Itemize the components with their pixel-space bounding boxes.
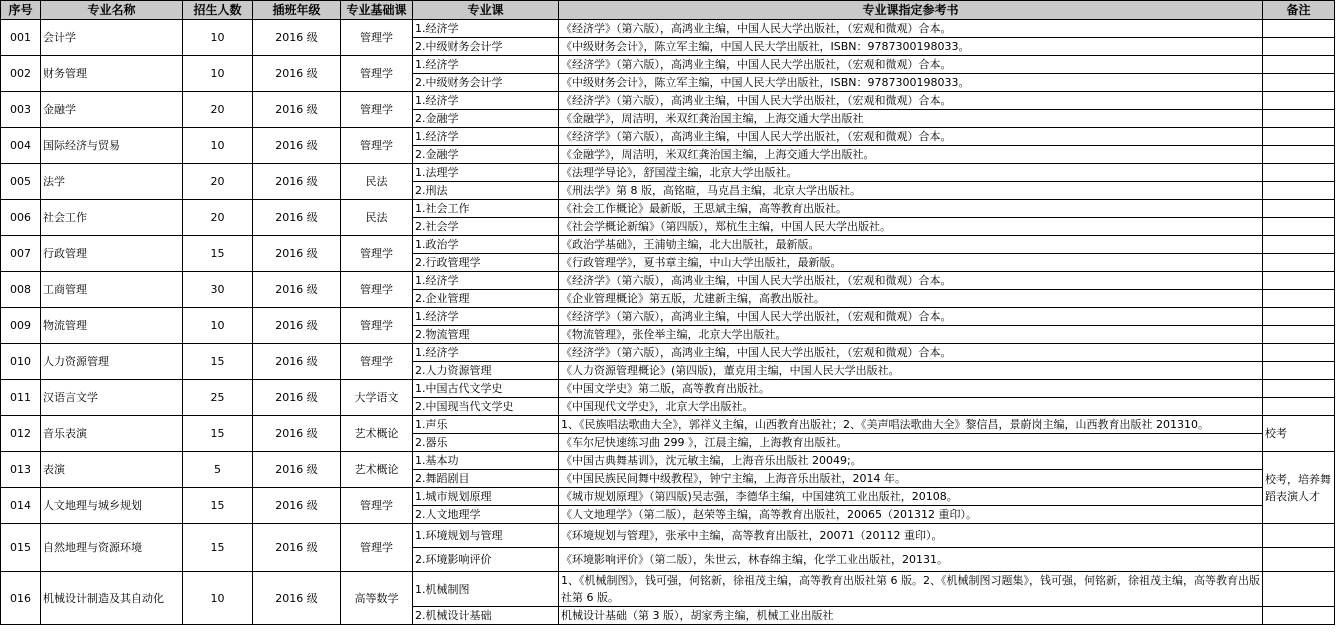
base-course: 管理学 xyxy=(341,524,413,572)
remark-empty xyxy=(1263,182,1335,200)
enroll-count: 30 xyxy=(183,272,253,308)
base-course: 大学语文 xyxy=(341,380,413,416)
reference-book: 《环境规划与管理》，张承中主编，高等教育出版社，20071（20112 重印）。 xyxy=(559,524,1263,548)
enroll-count: 10 xyxy=(183,128,253,164)
header-count: 招生人数 xyxy=(183,1,253,20)
base-course: 民法 xyxy=(341,164,413,200)
header-no: 序号 xyxy=(1,1,41,20)
enroll-count: 5 xyxy=(183,452,253,488)
major-no: 003 xyxy=(1,92,41,128)
table-body xyxy=(1,20,1335,625)
course: 2.机械设计基础 xyxy=(413,607,559,625)
reference-book: 《经济学》（第六版），高鸿业主编，中国人民大学出版社，（宏观和微观）合本。 xyxy=(559,56,1263,74)
major-name: 金融学 xyxy=(41,92,183,128)
reference-book: 1、《机械制图》，钱可强，何铭新，徐祖茂主编，高等教育出版社第 6 版。2、《机械制图习题集》，钱可强，何铭新，徐祖茂主编，高等教育出版社第 6 版。 xyxy=(559,572,1263,607)
major-name: 人文地理与城乡规划 xyxy=(41,488,183,524)
major-no: 006 xyxy=(1,200,41,236)
header-reference-book: 专业课指定参考书 xyxy=(559,1,1263,20)
grade: 2016 级 xyxy=(253,128,341,164)
major-no: 012 xyxy=(1,416,41,452)
major-no: 010 xyxy=(1,344,41,380)
major-name: 法学 xyxy=(41,164,183,200)
grade: 2016 级 xyxy=(253,164,341,200)
table-row xyxy=(1,236,1335,254)
enroll-count: 25 xyxy=(183,380,253,416)
reference-book: 《经济学》（第六版），高鸿业主编，中国人民大学出版社，（宏观和微观）合本。 xyxy=(559,20,1263,38)
course: 2.舞蹈剧目 xyxy=(413,470,559,488)
remark-empty xyxy=(1263,380,1335,398)
grade: 2016 级 xyxy=(253,20,341,56)
course: 2.金融学 xyxy=(413,146,559,164)
major-no: 005 xyxy=(1,164,41,200)
reference-book: 《环境影响评价》（第二版），朱世云，林春绵主编，化学工业出版社，20131。 xyxy=(559,548,1263,572)
course: 1.城市规划原理 xyxy=(413,488,559,506)
base-course: 管理学 xyxy=(341,20,413,56)
grade: 2016 级 xyxy=(253,524,341,572)
major-no: 013 xyxy=(1,452,41,488)
base-course: 管理学 xyxy=(341,56,413,92)
table-row xyxy=(1,20,1335,38)
major-name: 音乐表演 xyxy=(41,416,183,452)
reference-book: 《行政管理学》，夏书章主编，中山大学出版社，最新版。 xyxy=(559,254,1263,272)
remark-empty xyxy=(1263,128,1335,146)
remark-empty xyxy=(1263,344,1335,362)
header-course: 专业课 xyxy=(413,1,559,20)
grade: 2016 级 xyxy=(253,416,341,452)
course: 2.社会学 xyxy=(413,218,559,236)
reference-book: 《物流管理》，张佺举主编，北京大学出版社。 xyxy=(559,326,1263,344)
remark-empty xyxy=(1263,236,1335,254)
remark-empty xyxy=(1263,74,1335,92)
major-name: 会计学 xyxy=(41,20,183,56)
major-no: 016 xyxy=(1,572,41,625)
base-course: 管理学 xyxy=(341,92,413,128)
course: 1.法理学 xyxy=(413,164,559,182)
reference-book: 《社会学概论新编》（第四版），郑杭生主编，中国人民大学出版社。 xyxy=(559,218,1263,236)
remark-empty xyxy=(1263,326,1335,344)
reference-book: 《经济学》（第六版），高鸿业主编，中国人民大学出版社，（宏观和微观）合本。 xyxy=(559,92,1263,110)
reference-book: 《政治学基础》，王浦劬主编，北大出版社，最新版。 xyxy=(559,236,1263,254)
table-row xyxy=(1,56,1335,74)
reference-book: 机械设计基础（第 3 版），胡家秀主编，机械工业出版社 xyxy=(559,607,1263,625)
course: 2.物流管理 xyxy=(413,326,559,344)
enroll-count: 15 xyxy=(183,416,253,452)
major-name: 工商管理 xyxy=(41,272,183,308)
course: 2.行政管理学 xyxy=(413,254,559,272)
remark-empty xyxy=(1263,146,1335,164)
enroll-count: 15 xyxy=(183,488,253,524)
enroll-count: 10 xyxy=(183,20,253,56)
course: 1.经济学 xyxy=(413,272,559,290)
reference-book: 《经济学》（第六版），高鸿业主编，中国人民大学出版社，（宏观和微观）合本。 xyxy=(559,128,1263,146)
remark-empty xyxy=(1263,20,1335,38)
remark-empty xyxy=(1263,290,1335,308)
reference-book: 《中级财务会计》，陈立军主编，中国人民大学出版社，ISBN：9787300198033。 xyxy=(559,38,1263,56)
reference-book: 《城市规划原理》（第四版)吴志强，李德华主编，中国建筑工业出版社，20108。 xyxy=(559,488,1263,506)
enroll-count: 15 xyxy=(183,344,253,380)
enroll-count: 15 xyxy=(183,236,253,272)
reference-book: 《金融学》，周洁明，米双红龚治国主编，上海交通大学出版社。 xyxy=(559,146,1263,164)
remark-empty xyxy=(1263,272,1335,290)
remark: 校考 xyxy=(1263,416,1335,452)
base-course: 管理学 xyxy=(341,308,413,344)
course: 2.刑法 xyxy=(413,182,559,200)
major-no: 008 xyxy=(1,272,41,308)
grade: 2016 级 xyxy=(253,488,341,524)
major-no: 009 xyxy=(1,308,41,344)
enroll-count: 20 xyxy=(183,92,253,128)
enroll-count: 10 xyxy=(183,572,253,625)
table-row xyxy=(1,380,1335,398)
major-no: 001 xyxy=(1,20,41,56)
course: 1.经济学 xyxy=(413,308,559,326)
header-grade: 插班年级 xyxy=(253,1,341,20)
table-row xyxy=(1,200,1335,218)
base-course: 管理学 xyxy=(341,236,413,272)
major-name: 物流管理 xyxy=(41,308,183,344)
table-row xyxy=(1,92,1335,110)
reference-book: 《经济学》（第六版），高鸿业主编，中国人民大学出版社，（宏观和微观）合本。 xyxy=(559,344,1263,362)
reference-book: 《车尔尼快速练习曲 299 》，江晨主编，上海教育出版社。 xyxy=(559,434,1263,452)
grade: 2016 级 xyxy=(253,380,341,416)
course: 1.声乐 xyxy=(413,416,559,434)
enroll-count: 15 xyxy=(183,524,253,572)
grade: 2016 级 xyxy=(253,572,341,625)
remark-empty xyxy=(1263,572,1335,607)
grade: 2016 级 xyxy=(253,272,341,308)
major-name: 人力资源管理 xyxy=(41,344,183,380)
major-name: 表演 xyxy=(41,452,183,488)
course: 1.经济学 xyxy=(413,92,559,110)
course: 1.经济学 xyxy=(413,20,559,38)
course: 2.环境影响评价 xyxy=(413,548,559,572)
course: 1.政治学 xyxy=(413,236,559,254)
remark-empty xyxy=(1263,38,1335,56)
remark-empty xyxy=(1263,164,1335,182)
table-row xyxy=(1,128,1335,146)
major-name: 行政管理 xyxy=(41,236,183,272)
course: 2.人文地理学 xyxy=(413,506,559,524)
base-course: 管理学 xyxy=(341,344,413,380)
grade: 2016 级 xyxy=(253,308,341,344)
remark-empty xyxy=(1263,607,1335,625)
base-course: 高等数学 xyxy=(341,572,413,625)
major-no: 011 xyxy=(1,380,41,416)
major-no: 015 xyxy=(1,524,41,572)
enroll-count: 20 xyxy=(183,164,253,200)
remark-empty xyxy=(1263,254,1335,272)
remark-empty xyxy=(1263,524,1335,548)
reference-book: 《中国文学史》第二版，高等教育出版社。 xyxy=(559,380,1263,398)
course: 2.金融学 xyxy=(413,110,559,128)
reference-book: 《经济学》（第六版），高鸿业主编，中国人民大学出版社，（宏观和微观）合本。 xyxy=(559,308,1263,326)
remark-empty xyxy=(1263,218,1335,236)
table-row xyxy=(1,488,1335,506)
major-name: 国际经济与贸易 xyxy=(41,128,183,164)
grade: 2016 级 xyxy=(253,236,341,272)
grade: 2016 级 xyxy=(253,56,341,92)
table-row xyxy=(1,452,1335,470)
grade: 2016 级 xyxy=(253,200,341,236)
course: 2.企业管理 xyxy=(413,290,559,308)
reference-book: 《中国古典舞基训》，沈元敏主编，上海音乐出版社 20049;。 xyxy=(559,452,1263,470)
reference-book: 1、《民族唱法歌曲大全》，郭祥义主编，山西教育出版社；2、《美声唱法歌曲大全》黎信昌，景蔚岗主编，山西教育出版社 201310。 xyxy=(559,416,1263,434)
header-remark: 备注 xyxy=(1263,1,1335,20)
remark-empty xyxy=(1263,92,1335,110)
table-row xyxy=(1,416,1335,434)
major-name: 自然地理与资源环境 xyxy=(41,524,183,572)
table-row xyxy=(1,524,1335,548)
remark-empty xyxy=(1263,398,1335,416)
remark: 校考，培养舞蹈表演人才 xyxy=(1263,452,1335,524)
base-course: 管理学 xyxy=(341,272,413,308)
base-course: 艺术概论 xyxy=(341,452,413,488)
reference-book: 《经济学》（第六版），高鸿业主编，中国人民大学出版社，（宏观和微观）合本。 xyxy=(559,272,1263,290)
grade: 2016 级 xyxy=(253,344,341,380)
major-name: 社会工作 xyxy=(41,200,183,236)
header-base-course: 专业基础课 xyxy=(341,1,413,20)
grade: 2016 级 xyxy=(253,92,341,128)
table-row xyxy=(1,344,1335,362)
major-no: 014 xyxy=(1,488,41,524)
course: 1.经济学 xyxy=(413,344,559,362)
major-no: 004 xyxy=(1,128,41,164)
major-name: 汉语言文学 xyxy=(41,380,183,416)
course: 2.中级财务会计学 xyxy=(413,38,559,56)
base-course: 管理学 xyxy=(341,128,413,164)
course: 1.经济学 xyxy=(413,128,559,146)
remark-empty xyxy=(1263,56,1335,74)
base-course: 艺术概论 xyxy=(341,416,413,452)
grade: 2016 级 xyxy=(253,452,341,488)
course: 1.中国古代文学史 xyxy=(413,380,559,398)
course: 2.人力资源管理 xyxy=(413,362,559,380)
reference-book: 《中国现代文学史》，北京大学出版社。 xyxy=(559,398,1263,416)
major-no: 007 xyxy=(1,236,41,272)
course: 1.社会工作 xyxy=(413,200,559,218)
reference-book: 《法理学导论》，舒国滢主编，北京大学出版社。 xyxy=(559,164,1263,182)
enroll-count: 20 xyxy=(183,200,253,236)
major-no: 002 xyxy=(1,56,41,92)
reference-book: 《社会工作概论》最新版，王思斌主编，高等教育出版社。 xyxy=(559,200,1263,218)
remark-empty xyxy=(1263,362,1335,380)
course: 1.经济学 xyxy=(413,56,559,74)
reference-book: 《中国民族民间舞中级教程》，钟宁主编，上海音乐出版社，2014 年。 xyxy=(559,470,1263,488)
course: 1.环境规划与管理 xyxy=(413,524,559,548)
reference-book: 《金融学》，周洁明，米双红龚治国主编，上海交通大学出版社 xyxy=(559,110,1263,128)
course: 1.机械制图 xyxy=(413,572,559,607)
table-row xyxy=(1,164,1335,182)
course: 2.中级财务会计学 xyxy=(413,74,559,92)
table-row xyxy=(1,572,1335,607)
remark-empty xyxy=(1263,308,1335,326)
header-name: 专业名称 xyxy=(41,1,183,20)
remark-empty xyxy=(1263,548,1335,572)
remark-empty xyxy=(1263,110,1335,128)
base-course: 管理学 xyxy=(341,488,413,524)
reference-book: 《刑法学》第 8 版，高铭暄，马克昌主编，北京大学出版社。 xyxy=(559,182,1263,200)
reference-book: 《中级财务会计》，陈立军主编，中国人民大学出版社，ISBN：9787300198033。 xyxy=(559,74,1263,92)
course: 2.器乐 xyxy=(413,434,559,452)
reference-book: 《人文地理学》（第二版），赵荣等主编，高等教育出版社，20065（201312 重印）。 xyxy=(559,506,1263,524)
major-name: 机械设计制造及其自动化 xyxy=(41,572,183,625)
reference-book: 《企业管理概论》第五版，尤建新主编，高教出版社。 xyxy=(559,290,1263,308)
table-row xyxy=(1,272,1335,290)
major-name: 财务管理 xyxy=(41,56,183,92)
header-row xyxy=(1,1,1335,20)
course: 2.中国现当代文学史 xyxy=(413,398,559,416)
enroll-count: 10 xyxy=(183,56,253,92)
base-course: 民法 xyxy=(341,200,413,236)
enroll-count: 10 xyxy=(183,308,253,344)
course: 1.基本功 xyxy=(413,452,559,470)
table-row xyxy=(1,308,1335,326)
reference-book: 《人力资源管理概论》(第四版)，董克用主编，中国人民大学出版社。 xyxy=(559,362,1263,380)
remark-empty xyxy=(1263,200,1335,218)
